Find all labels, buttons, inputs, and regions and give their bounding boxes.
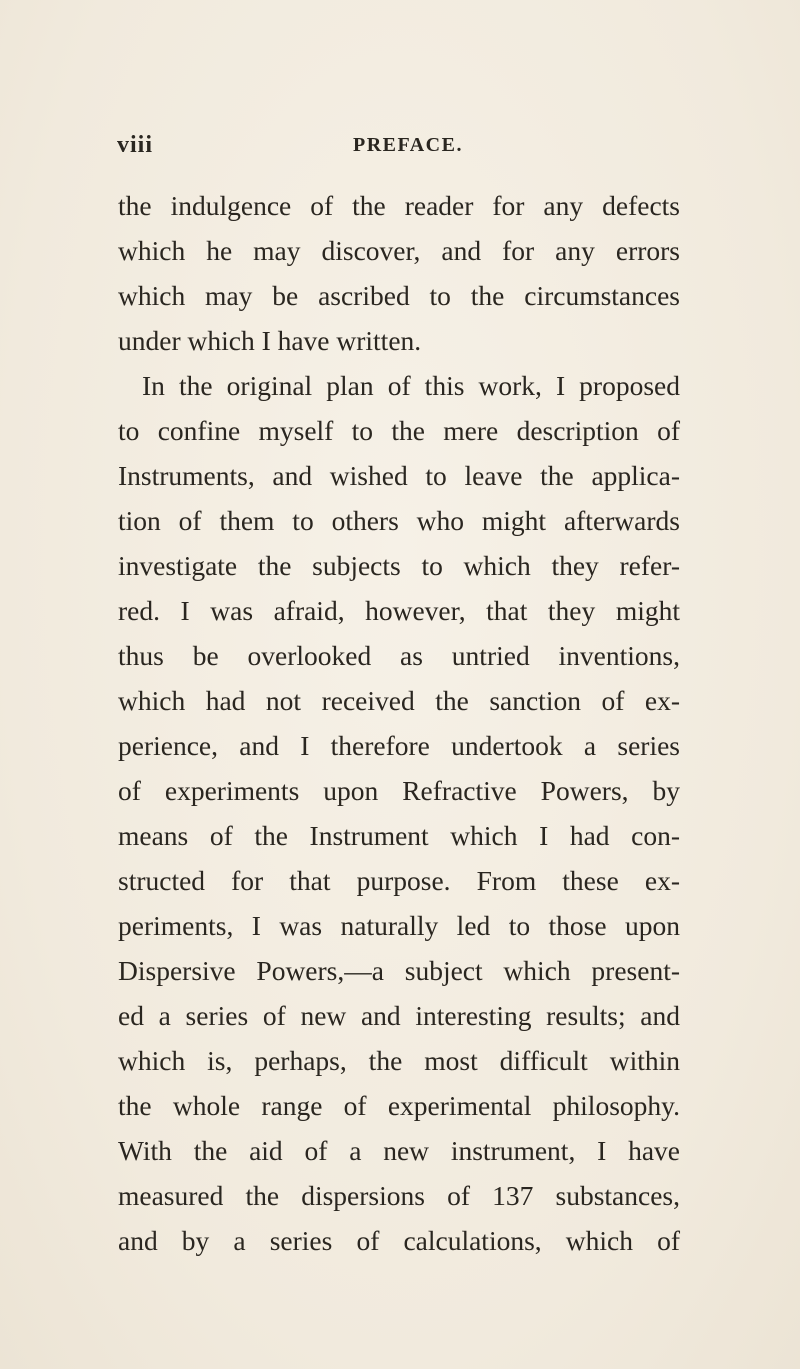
text-line: In the original plan of this work, I proposed (142, 370, 680, 401)
text-line: periments, I was naturally led to those upon (118, 910, 680, 941)
text-line: and by a series of calculations, which of (118, 1225, 680, 1256)
body-text (118, 183, 680, 1263)
text-line: of experiments upon Refractive Powers, by (118, 775, 680, 806)
text-line: under which I have written. (118, 325, 422, 356)
text-line: means of the Instrument which I had con- (118, 820, 680, 851)
text-line: the indulgence of the reader for any defects (118, 190, 680, 221)
text-line: measured the dispersions of 137 substances, (118, 1180, 680, 1211)
text-line: ed a series of new and interesting results; and (118, 1000, 680, 1031)
text-line: tion of them to others who might afterwards (118, 505, 680, 536)
text-line: thus be overlooked as untried inventions, (118, 640, 680, 671)
text-line: which had not received the sanction of ex- (118, 685, 680, 716)
text-line: perience, and I therefore undertook a series (118, 730, 680, 761)
text-line: which is, perhaps, the most difficult within (118, 1045, 680, 1076)
running-title: PREFACE. (353, 134, 463, 156)
text-line: investigate the subjects to which they refer- (118, 550, 680, 581)
page-number: viii (117, 132, 154, 158)
text-line: which he may discover, and for any errors (118, 235, 680, 266)
text-line: With the aid of a new instrument, I have (118, 1135, 680, 1166)
text-line: which may be ascribed to the circumstances (118, 280, 680, 311)
text-line: red. I was afraid, however, that they might (118, 595, 680, 626)
text-line: Dispersive Powers,—a subject which present- (118, 955, 680, 986)
text-line: to confine myself to the mere description of (118, 415, 680, 446)
text-line: structed for that purpose. From these ex- (118, 865, 680, 896)
text-line: the whole range of experimental philosophy. (118, 1090, 680, 1121)
text-line: Instruments, and wished to leave the applica- (118, 460, 680, 491)
running-head (117, 132, 679, 162)
